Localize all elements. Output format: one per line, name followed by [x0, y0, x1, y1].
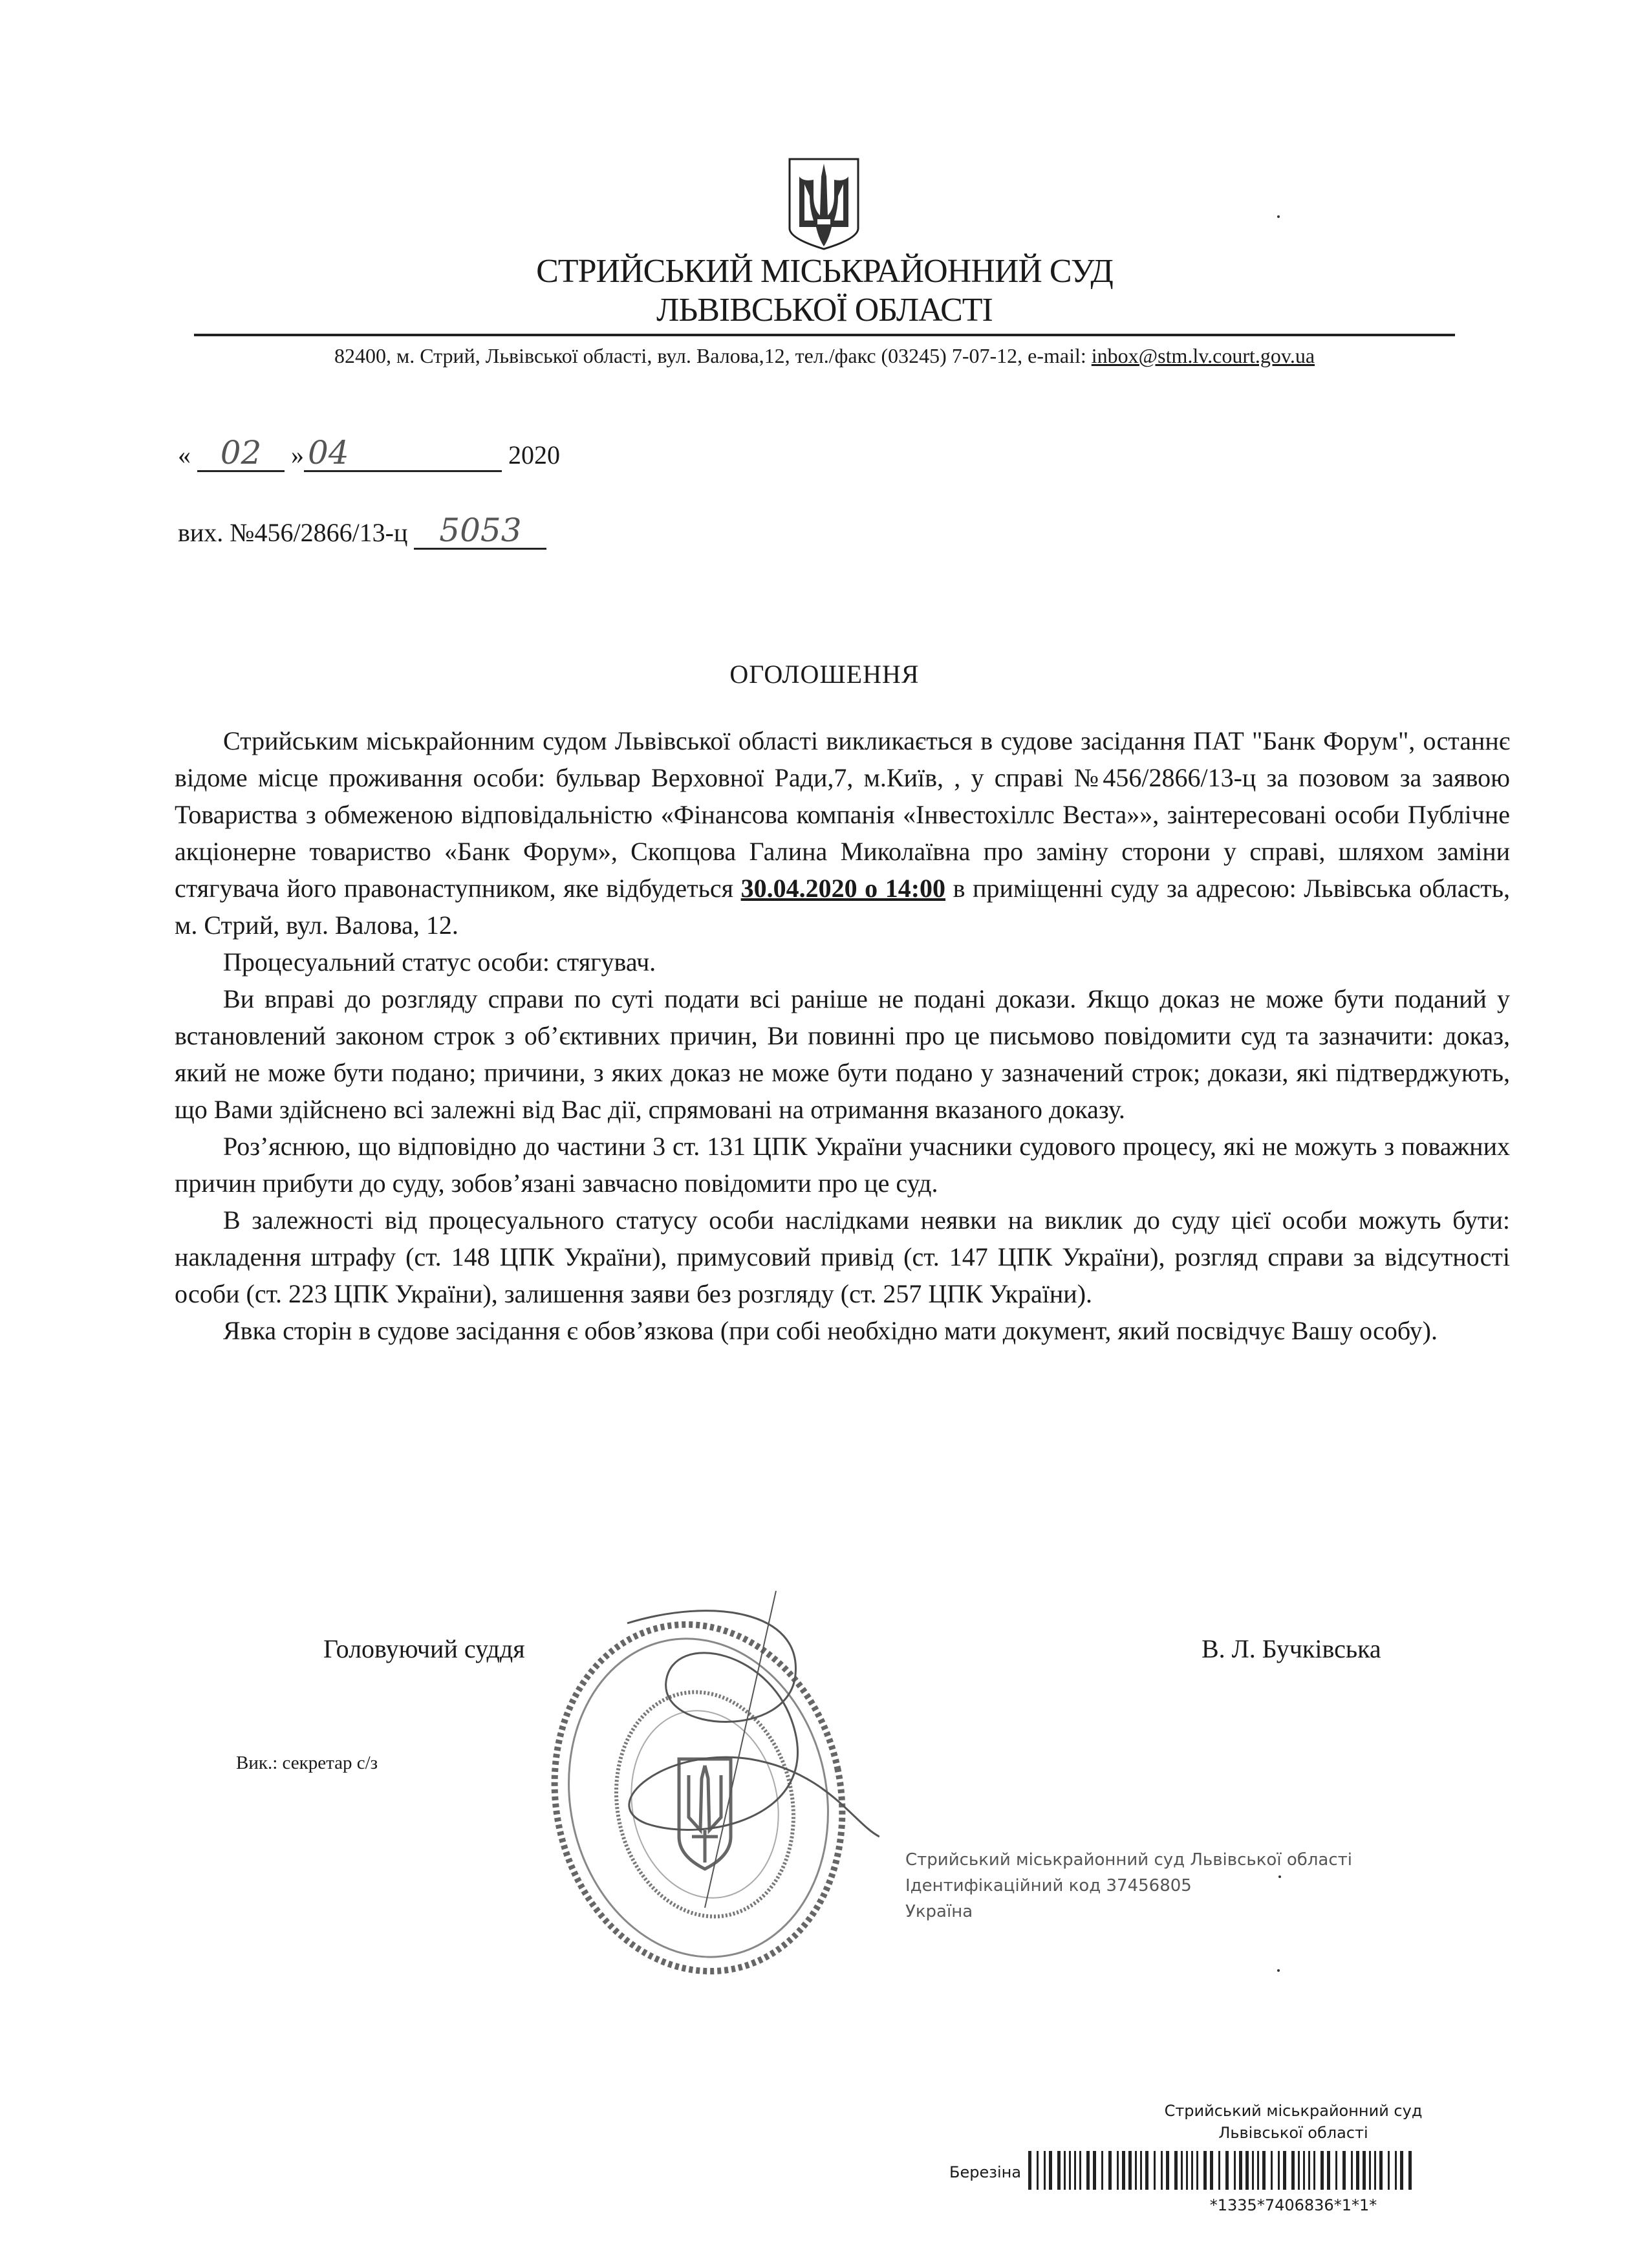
barcode-bar	[1186, 2151, 1188, 2190]
barcode-bar	[1154, 2151, 1156, 2190]
seal-outer-text: Стрийський міськрайонний суд Львівської області	[905, 1850, 1352, 1870]
court-email-link[interactable]: inbox@stm.lv.court.gov.ua	[1091, 344, 1315, 367]
date-day-handwritten: 02	[220, 434, 262, 471]
court-seal-stamp	[517, 1584, 879, 1998]
date-month-handwritten: 04	[308, 434, 349, 471]
dispatch-date	[178, 434, 560, 472]
paragraph-consequences: В залежності від процесуального статусу особи наслідками неявки на виклик до суду цієї особи можуть бути: накладення штрафу (ст. 148 ЦПК України), примусовий привід (ст. 147 ЦПК України), розгляд справи за відсутності особи (ст. 223 ЦПК України), залишення заяви без розгляду (ст. 257 ЦПК України).	[175, 1205, 1510, 1308]
date-close-quote: »	[291, 440, 304, 470]
date-open-quote: «	[178, 440, 191, 470]
barcode-bar	[1363, 2151, 1366, 2190]
barcode-bar	[1049, 2151, 1052, 2190]
barcode-bar	[1028, 2151, 1031, 2190]
barcode-bar	[1327, 2151, 1330, 2190]
barcode-bar	[1122, 2151, 1125, 2190]
barcode-bar	[1210, 2151, 1213, 2190]
paragraph-summons	[175, 722, 1510, 944]
barcode-bar	[1278, 2151, 1280, 2190]
barcode-icon	[1028, 2151, 1416, 2190]
barcode-bar	[1257, 2151, 1259, 2190]
barcode-bar	[1140, 2151, 1142, 2190]
barcode-bar	[1074, 2151, 1076, 2190]
court-address: 82400, м. Стрий, Львівської області, вул. Валова,12, тел./факс (03245) 7-07-12, e-mail:	[334, 344, 1092, 367]
barcode-bar	[1245, 2151, 1249, 2190]
barcode-court-line2: Львівської області	[1218, 2124, 1368, 2142]
barcode-bar	[1145, 2151, 1148, 2190]
barcode-bar	[1166, 2151, 1169, 2190]
barcode-bar	[1174, 2151, 1178, 2190]
barcode-bar	[1356, 2151, 1359, 2190]
barcode-bar	[1203, 2151, 1207, 2190]
barcode-bar	[1395, 2151, 1397, 2190]
barcode-bar	[1239, 2151, 1242, 2190]
summons-text: Стрийським міськрайонним судом Львівської області викликається в судове засідання ПАТ "Банк Форум", останнє відоме місце проживання особи: бульвар Верховної Ради,7, м.Київ, , у справі №456/2866/13-ц за позовом за заявою Товариства з обмеженою відповідальністю «Фінансова компанія «Інвестохіллс Веста»», заінтересовані особи Публічне акціонерне товариство «Банк Форум», Скопцова Галина Миколаївна про заміну сторони у справі, шляхом заміни стягувача його правонаступником, яке відбудеться	[175, 726, 1510, 903]
barcode-bar	[1351, 2151, 1353, 2190]
outgoing-number	[178, 514, 546, 550]
outgoing-number-prefix: вих. №456/2866/13-ц	[178, 518, 408, 547]
barcode-bar	[1388, 2151, 1390, 2190]
scan-speck	[1277, 1969, 1280, 1972]
outgoing-number-handwritten: 5053	[439, 512, 522, 549]
hearing-datetime: 30.04.2020 о 14:00	[740, 874, 946, 903]
barcode-bar	[1234, 2151, 1236, 2190]
barcode-bar	[1161, 2151, 1163, 2190]
announcement-body	[175, 722, 1510, 1349]
paragraph-attendance: Явка сторін в судове засідання є обов’язкова (при собі необхідно мати документ, який посвідчує Вашу особу).	[223, 1316, 1438, 1345]
judge-name: В. Л. Бучківська	[1202, 1634, 1381, 1663]
date-year: 2020	[508, 440, 560, 470]
barcode-bar	[1128, 2151, 1132, 2190]
barcode-bar	[1283, 2151, 1286, 2190]
barcode-bar	[1101, 2151, 1103, 2190]
barcode-bar	[1252, 2151, 1254, 2190]
barcode-bar	[1374, 2151, 1376, 2190]
barcode-bar	[1225, 2151, 1229, 2190]
hearing-location-text: в приміщенні суду за адресою: Львівська область, м. Стрий, вул. Валова, 12.	[175, 874, 1510, 940]
barcode-bar	[1298, 2151, 1300, 2190]
barcode-bar	[1093, 2151, 1096, 2190]
paragraph-procedural-status: Процесуальний статус особи: стягувач.	[223, 947, 656, 977]
barcode-bar	[1135, 2151, 1137, 2190]
barcode-bar	[1400, 2151, 1403, 2190]
scan-speck	[1278, 1875, 1281, 1878]
barcode-court-line1: Стрийський міськрайонний суд	[1164, 2102, 1423, 2120]
barcode-bar	[1271, 2151, 1273, 2190]
barcode-bar	[1308, 2151, 1310, 2190]
barcode-bar	[1303, 2151, 1305, 2190]
paragraph-notice-duty: Роз’яснюю, що відповідно до частини 3 ст. 131 ЦПК України учасники судового процесу, які не можуть з поважних причин прибути до суду, зобов’язані завчасно повідомити про це суд.	[175, 1132, 1510, 1198]
scan-speck	[1277, 215, 1280, 218]
paragraph-evidence: Ви вправі до розгляду справи по суті подати всі раніше не подані докази. Якщо доказ не може бути поданий у встановлений законом строк з об’єктивних причин, Ви повинні про це письмово повідомити суд та зазначити: доказ, який не може бути подано; причини, з яких доказ не може бути подано у зазначений строк; докази, які підтверджують, що Вами здійснено всі залежні від Вас дії, спрямовані на отримання вказаного доказу.	[175, 984, 1510, 1124]
barcode-bar	[1064, 2151, 1066, 2190]
trident-emblem-icon	[788, 157, 860, 251]
barcode-bar	[1057, 2151, 1061, 2190]
barcode-bar	[1379, 2151, 1383, 2190]
document-title: ОГОЛОШЕННЯ	[729, 660, 920, 689]
barcode-bar	[1044, 2151, 1046, 2190]
barcode-bar	[1218, 2151, 1220, 2190]
header-divider	[194, 334, 1455, 336]
barcode-bar	[1108, 2151, 1112, 2190]
barcode-bar	[1335, 2151, 1337, 2190]
barcode-bar	[1320, 2151, 1324, 2190]
court-name-line2: ЛЬВІВСЬКОЇ ОБЛАСТІ	[656, 292, 993, 329]
barcode-bar	[1408, 2151, 1412, 2190]
barcode-bar	[1181, 2151, 1183, 2190]
barcode-bar	[1291, 2151, 1295, 2190]
barcode-bar	[1086, 2151, 1090, 2190]
barcode-bar	[1342, 2151, 1346, 2190]
barcode-bar	[1117, 2151, 1119, 2190]
barcode-bar	[1191, 2151, 1193, 2190]
barcode-bar	[1313, 2151, 1315, 2190]
executor-note: Вик.: секретар с/з	[236, 1753, 378, 1773]
barcode-number: *1335*7406836*1*1*	[1209, 2196, 1377, 2214]
barcode-bar	[1037, 2151, 1039, 2190]
presiding-judge-label: Головуючий суддя	[323, 1634, 525, 1663]
barcode-bar	[1369, 2151, 1371, 2190]
barcode-bar	[1262, 2151, 1266, 2190]
court-name-line1: СТРИЙСЬКИЙ МІСЬКРАЙОННИЙ СУД	[536, 253, 1113, 290]
barcode-clerk-name: Березіна	[949, 2163, 1022, 2181]
barcode-bar	[1069, 2151, 1071, 2190]
seal-bottom-text: Україна	[905, 1902, 973, 1921]
court-contact-line	[0, 341, 1649, 370]
barcode-bar	[1196, 2151, 1198, 2190]
barcode-bar	[1079, 2151, 1081, 2190]
seal-inner-text: Ідентифікаційний код 37456805	[905, 1876, 1192, 1895]
